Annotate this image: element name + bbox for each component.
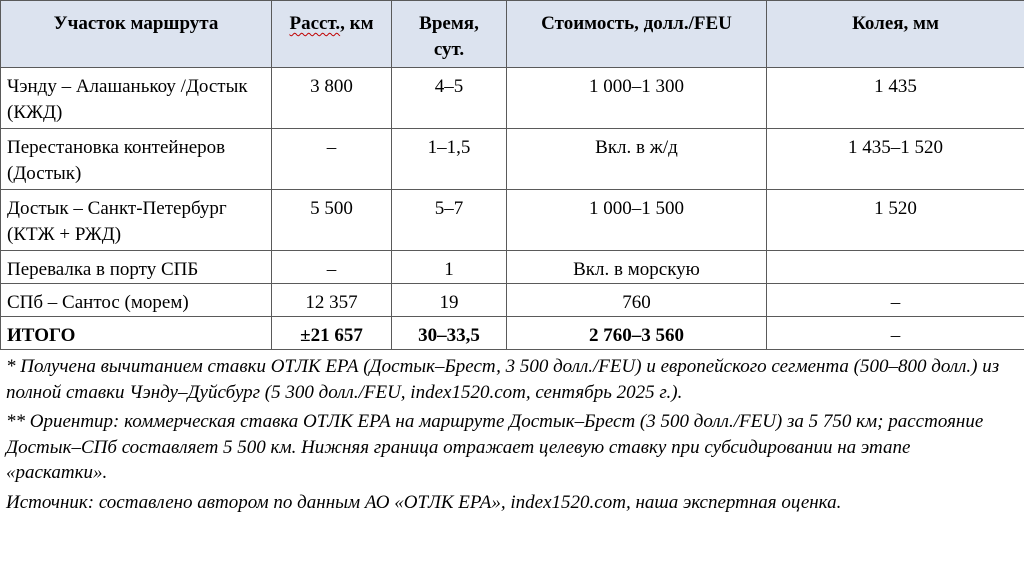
table-row [1, 129, 1024, 190]
header-segment: Участок маршрута [1, 1, 272, 68]
header-time: Время, сут. [392, 1, 507, 68]
cell-distance: – [272, 251, 392, 284]
total-cost: 2 760–3 560 [507, 317, 767, 350]
cell-segment: Перевалка в порту СПБ [1, 251, 272, 284]
cell-cost: 1 000–1 500 [507, 190, 767, 251]
total-row [1, 317, 1024, 350]
cell-cost: 760 [507, 284, 767, 317]
header-distance-unit: , км [340, 13, 374, 34]
header-distance-abbrev: Расст. [289, 13, 341, 34]
total-gauge: – [767, 317, 1024, 350]
source-note: Источник: составлено автором по данным АО «ОТЛК ЕРА», index1520.com, наша экспертная оценка. [6, 491, 842, 513]
cell-gauge: 1 435 [767, 68, 1024, 129]
cell-gauge: – [767, 284, 1024, 317]
header-row [1, 1, 1024, 68]
footnotes [6, 354, 1016, 515]
cell-distance: 12 357 [272, 284, 392, 317]
cell-gauge: 1 520 [767, 190, 1024, 251]
header-cost: Стоимость, долл./FEU [507, 1, 767, 68]
cell-time: 4–5 [392, 68, 507, 129]
cell-cost: Вкл. в ж/д [507, 129, 767, 190]
cell-segment: Перестановка контейнеров (Достык) [1, 129, 272, 190]
cell-segment: Достык – Санкт-Петербург (КТЖ + РЖД) [1, 190, 272, 251]
table-row [1, 190, 1024, 251]
cell-time: 1 [392, 251, 507, 284]
cell-gauge [767, 251, 1024, 284]
cell-distance: 5 500 [272, 190, 392, 251]
table-row [1, 284, 1024, 317]
cell-segment: Чэнду – Алашанькоу /Достык (КЖД) [1, 68, 272, 129]
cell-cost: Вкл. в морскую [507, 251, 767, 284]
header-distance [272, 1, 392, 68]
header-gauge: Колея, мм [767, 1, 1024, 68]
cell-time: 1–1,5 [392, 129, 507, 190]
table-row [1, 251, 1024, 284]
total-time: 30–33,5 [392, 317, 507, 350]
footnote-1: * Получена вычитанием ставки ОТЛК ЕРА (Достык–Брест, 3 500 долл./FEU) и европейского сегмента (500–800 долл.) из полной ставки Чэнду–Дуйсбург (5 300 долл./FEU, index1520.com, сентябрь 2025 г.). [6, 356, 1000, 403]
cell-cost: 1 000–1 300 [507, 68, 767, 129]
cell-distance: – [272, 129, 392, 190]
total-segment: ИТОГО [1, 317, 272, 350]
table-row [1, 68, 1024, 129]
cell-time: 19 [392, 284, 507, 317]
cell-gauge: 1 435–1 520 [767, 129, 1024, 190]
total-distance: ±21 657 [272, 317, 392, 350]
cell-distance: 3 800 [272, 68, 392, 129]
footnote-2: ** Ориентир: коммерческая ставка ОТЛК ЕРА на маршруте Достык–Брест (3 500 долл./FEU) за 5 750 км; расстояние Достык–СПб составляет 5 500 км. Нижняя граница отражает целевую ставку при субсидировании на этапе «раскатки». [6, 411, 984, 483]
cell-time: 5–7 [392, 190, 507, 251]
cell-segment: СПб – Сантос (морем) [1, 284, 272, 317]
